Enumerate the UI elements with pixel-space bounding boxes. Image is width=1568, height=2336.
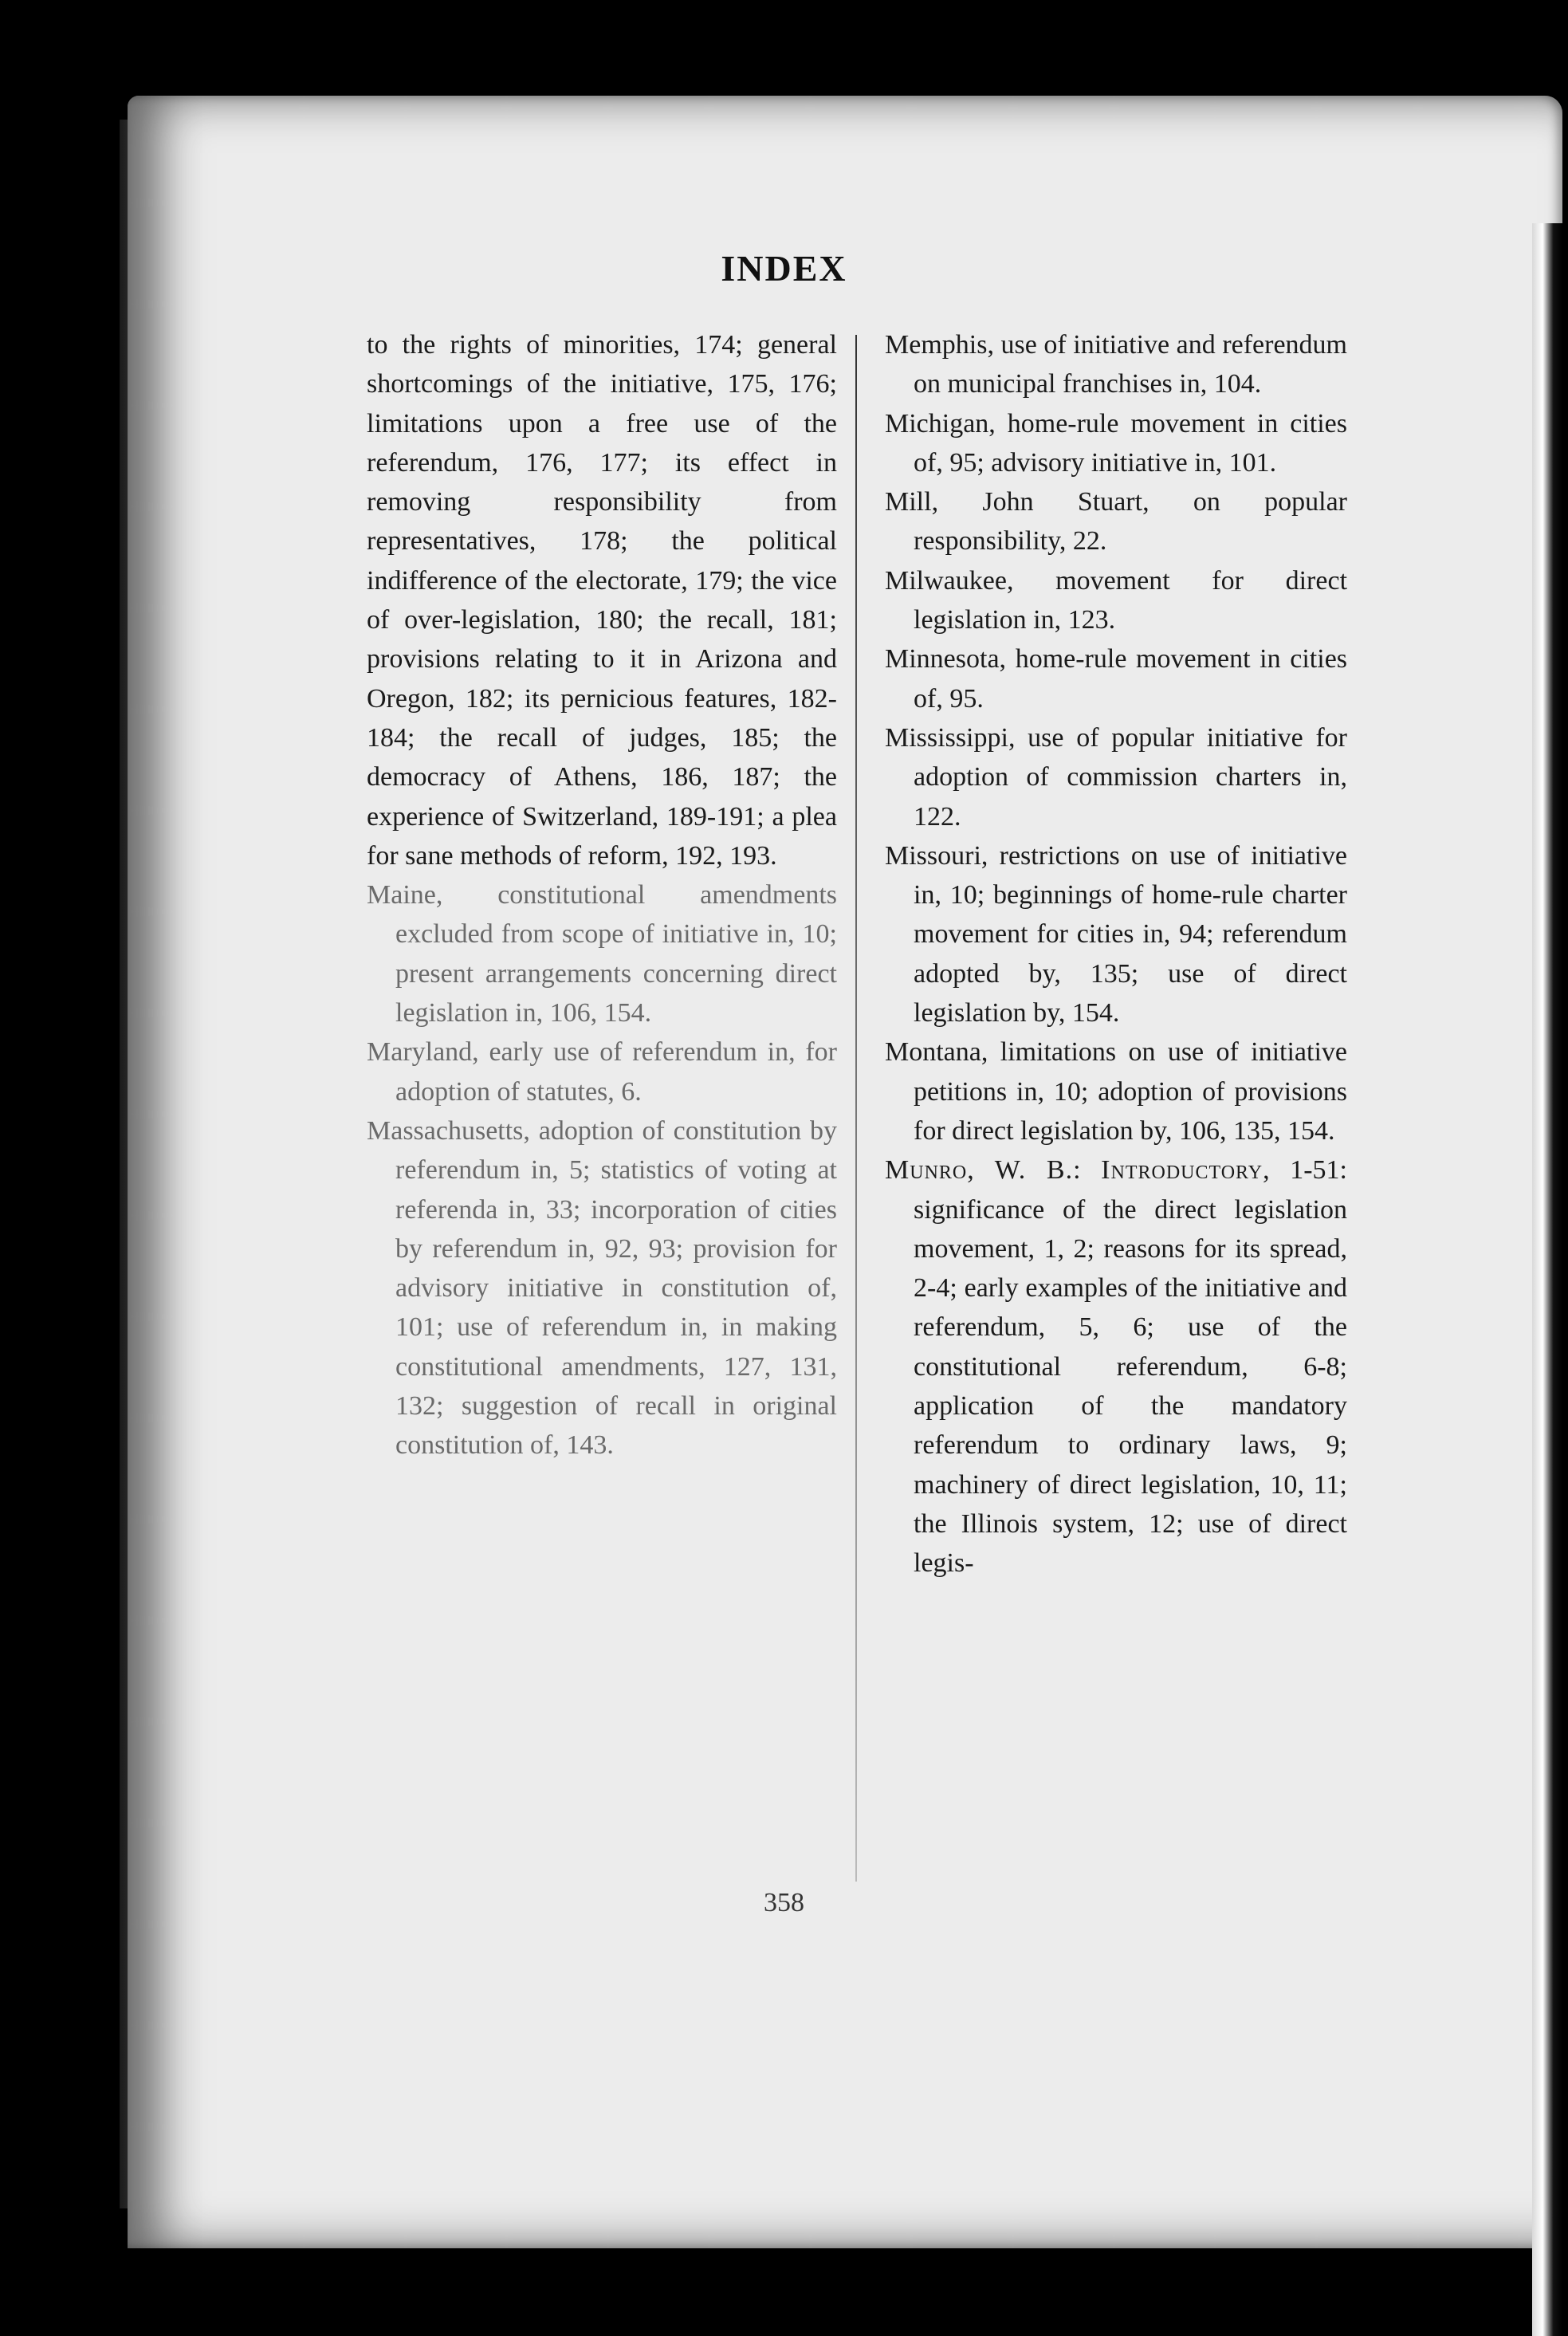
entry-text: home-rule movement in cities of, 95.	[914, 644, 1348, 714]
entry-heading: Michigan,	[885, 408, 996, 438]
page-number: 358	[764, 1888, 804, 1917]
index-column-left	[367, 325, 837, 1465]
entry-heading: Milwaukee,	[885, 565, 1014, 596]
entry-text: limitations on use of initiative petitions in, 10; adoption of provisions for direct legislation by, 106, 135, 154.	[914, 1037, 1348, 1146]
entry-text: early use of referendum in, for adoption of statutes, 6.	[395, 1037, 838, 1107]
entry-heading: Memphis,	[885, 330, 994, 360]
index-entry	[367, 875, 837, 1032]
index-entry	[885, 639, 1347, 718]
entry-heading: Missouri,	[885, 840, 988, 871]
entry-heading: Minnesota,	[885, 644, 1007, 674]
entry-text: movement for direct legislation in, 123.	[914, 565, 1348, 635]
entry-heading: Mill, John Stuart,	[885, 487, 1149, 517]
entry-heading: Massachusetts,	[367, 1115, 530, 1146]
entry-text: adoption of constitution by referendum in, 5; statistics of voting at referenda in, 33; incorporation of cities by referendum in, 92, 93; provision for advisory initiative in constitution of, 101; use of referendum in, in making constitutional amendments, 127, 131, 132; suggestion of recall in original constitution of, 143.	[395, 1115, 838, 1461]
entry-heading: Maine,	[367, 880, 443, 910]
index-entry	[885, 836, 1347, 1032]
entry-text: 1-51: significance of the direct legislation movement, 1, 2; reasons for its spread, 2-4; early examples of the initiative and referendum, 5, 6; use of the constitutional referendum, 6-8; application of the mandatory referendum to ordinary laws, 9; machinery of direct legislation, 10, 11; the Illinois system, 12; use of direct legis-	[914, 1155, 1348, 1579]
page-edge	[1532, 223, 1562, 2336]
entry-heading: Maryland,	[367, 1037, 479, 1068]
entry-heading: Mississippi,	[885, 722, 1016, 753]
entry-heading: Montana,	[885, 1037, 988, 1068]
index-entry	[885, 404, 1347, 483]
entry-text: use of popular initiative for adoption of commission charters in, 122.	[914, 722, 1348, 832]
entry-heading: Munro, W. B.:	[885, 1155, 1082, 1186]
index-entry	[885, 1150, 1347, 1583]
index-column-right	[885, 325, 1347, 1583]
index-entry	[885, 718, 1347, 836]
entry-section: Introductory,	[1101, 1155, 1271, 1186]
index-entry	[885, 482, 1347, 561]
entry-text: use of initiative and referendum on municipal franchises in, 104.	[914, 330, 1348, 399]
index-entry	[367, 1111, 837, 1465]
entry-text: constitutional amendments excluded from scope of initiative in, 10; present arrangements concerning direct legislation in, 106, 154.	[395, 880, 838, 1028]
entry-text: restrictions on use of initiative in, 10; beginnings of home-rule charter movement for cities in, 94; referendum adopted by, 135; use of direct legislation by, 154.	[914, 840, 1348, 1028]
index-entry	[885, 325, 1347, 404]
column-divider	[855, 335, 857, 1882]
index-continuation: to the rights of minorities, 174; general shortcomings of the initiative, 175, 176; limitations upon a free use of the referendum, 176, 177; its effect in removing responsibility from representatives, 178; the political indifference of the electorate, 179; the vice of over-legislation, 180; the recall, 181; provisions relating to it in Arizona and Oregon, 182; its pernicious features, 182-184; the recall of judges, 185; the democracy of Athens, 186, 187; the experience of Switzerland, 189-191; a plea for sane methods of reform, 192, 193.	[367, 330, 837, 871]
index-entry	[885, 561, 1347, 640]
index-entry	[885, 1032, 1347, 1150]
index-entry	[367, 1032, 837, 1111]
entry-text: home-rule movement in cities of, 95; advisory initiative in, 101.	[914, 408, 1347, 478]
page-title: INDEX	[721, 248, 847, 289]
entry-text: on popular responsibility, 22.	[914, 487, 1347, 556]
